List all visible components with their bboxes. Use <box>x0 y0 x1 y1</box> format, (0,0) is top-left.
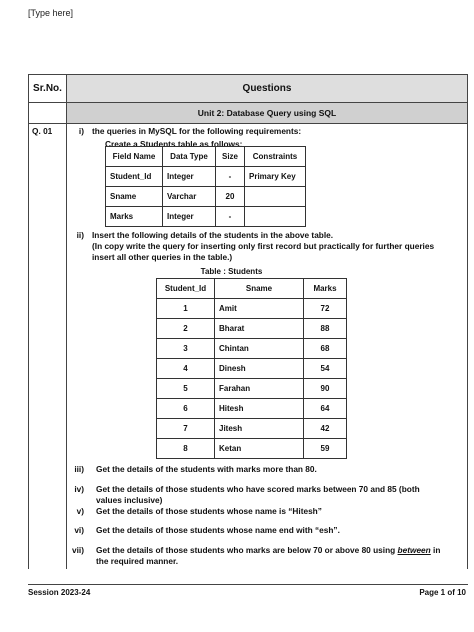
footer-session: Session 2023-24 <box>28 588 91 597</box>
item-vii-line1 <box>96 545 440 555</box>
table-row <box>106 167 306 187</box>
item-iv-label: iv) <box>74 484 84 494</box>
table-cell: 64 <box>304 399 347 419</box>
unit-divider <box>29 123 467 124</box>
table-cell: Farahan <box>215 379 304 399</box>
item-v-text: Get the details of those students whose name is “Hitesh” <box>96 506 322 516</box>
students-header-cell: Sname <box>215 279 304 299</box>
item-ii-line3: insert all other queries in the table.) <box>92 252 233 262</box>
table-cell: Bharat <box>215 319 304 339</box>
table-cell: Student_Id <box>106 167 163 187</box>
table-cell: Amit <box>215 299 304 319</box>
students-table <box>156 278 347 459</box>
item-ii-line1: Insert the following details of the students in the above table. <box>92 230 334 240</box>
table-cell: Primary Key <box>245 167 306 187</box>
table-cell: Integer <box>163 207 216 227</box>
item-iii-label: iii) <box>74 464 84 474</box>
table-cell: Ketan <box>215 439 304 459</box>
table-cell: 90 <box>304 379 347 399</box>
table-cell: 88 <box>304 319 347 339</box>
structure-header-cell: Data Type <box>163 147 216 167</box>
table-row <box>157 339 347 359</box>
table-cell: 7 <box>157 419 215 439</box>
item-ii-line2: (In copy write the query for inserting only first record but practically for further queries <box>92 241 435 251</box>
table-cell: Varchar <box>163 187 216 207</box>
item-v-label: v) <box>76 506 84 516</box>
table-cell: 72 <box>304 299 347 319</box>
create-table-instruction: Create a Students table as follows: <box>105 139 243 149</box>
item-vii-label: vii) <box>72 545 84 555</box>
table-cell: Sname <box>106 187 163 207</box>
question-number: Q. 01 <box>32 126 53 136</box>
students-table-header <box>157 279 347 299</box>
item-i-label: i) <box>78 126 84 136</box>
table-cell: 54 <box>304 359 347 379</box>
table-row <box>157 359 347 379</box>
table-cell: Integer <box>163 167 216 187</box>
table-cell: Jitesh <box>215 419 304 439</box>
table-cell: 8 <box>157 439 215 459</box>
table-row <box>157 439 347 459</box>
table-cell: 4 <box>157 359 215 379</box>
table-row <box>157 379 347 399</box>
table-cell: Marks <box>106 207 163 227</box>
item-iii-text: Get the details of the students with marks more than 80. <box>96 464 317 474</box>
table-cell: 3 <box>157 339 215 359</box>
item-vii-emphasis: between <box>397 545 431 555</box>
srno-header: Sr.No. <box>33 83 62 94</box>
item-vii-text-a: Get the details of those students who marks are below 70 or above 80 using <box>96 545 398 555</box>
table-cell: - <box>216 207 245 227</box>
page-header-note: [Type here] <box>28 8 74 18</box>
table-cell: 59 <box>304 439 347 459</box>
item-vi-text: Get the details of those students whose name end with “esh”. <box>96 525 340 535</box>
item-iv-line2: values inclusive) <box>96 495 163 505</box>
structure-header-cell: Constraints <box>245 147 306 167</box>
column-divider <box>66 75 67 569</box>
table-cell: 2 <box>157 319 215 339</box>
item-ii-label: ii) <box>76 230 84 240</box>
item-vi-label: vi) <box>74 525 84 535</box>
questions-header: Questions <box>67 75 467 102</box>
item-vii-text-c: in <box>430 545 441 555</box>
footer-page-number: Page 1 of 10 <box>419 588 466 597</box>
structure-table <box>105 146 306 227</box>
students-header-cell: Marks <box>304 279 347 299</box>
footer-divider <box>28 584 468 585</box>
table-row <box>157 419 347 439</box>
structure-header-cell: Field Name <box>106 147 163 167</box>
table-cell <box>245 187 306 207</box>
table-cell: 5 <box>157 379 215 399</box>
structure-table-header <box>106 147 306 167</box>
table-cell: 6 <box>157 399 215 419</box>
table-cell: Dinesh <box>215 359 304 379</box>
students-table-caption: Table : Students <box>200 267 263 276</box>
students-header-cell: Student_Id <box>157 279 215 299</box>
table-row <box>106 207 306 227</box>
unit-title: Unit 2: Database Query using SQL <box>67 103 467 123</box>
structure-header-cell: Size <box>216 147 245 167</box>
table-cell: 20 <box>216 187 245 207</box>
table-cell: - <box>216 167 245 187</box>
table-cell: Hitesh <box>215 399 304 419</box>
table-row <box>157 319 347 339</box>
table-cell: 68 <box>304 339 347 359</box>
table-cell: 1 <box>157 299 215 319</box>
item-i-text: the queries in MySQL for the following requirements: <box>92 126 302 136</box>
table-row <box>157 299 347 319</box>
table-cell: 42 <box>304 419 347 439</box>
table-cell: Chintan <box>215 339 304 359</box>
item-vii-line2: the required manner. <box>96 556 179 566</box>
table-row <box>157 399 347 419</box>
table-cell <box>245 207 306 227</box>
table-row <box>106 187 306 207</box>
item-iv-line1: Get the details of those students who have scored marks between 70 and 85 (both <box>96 484 420 494</box>
